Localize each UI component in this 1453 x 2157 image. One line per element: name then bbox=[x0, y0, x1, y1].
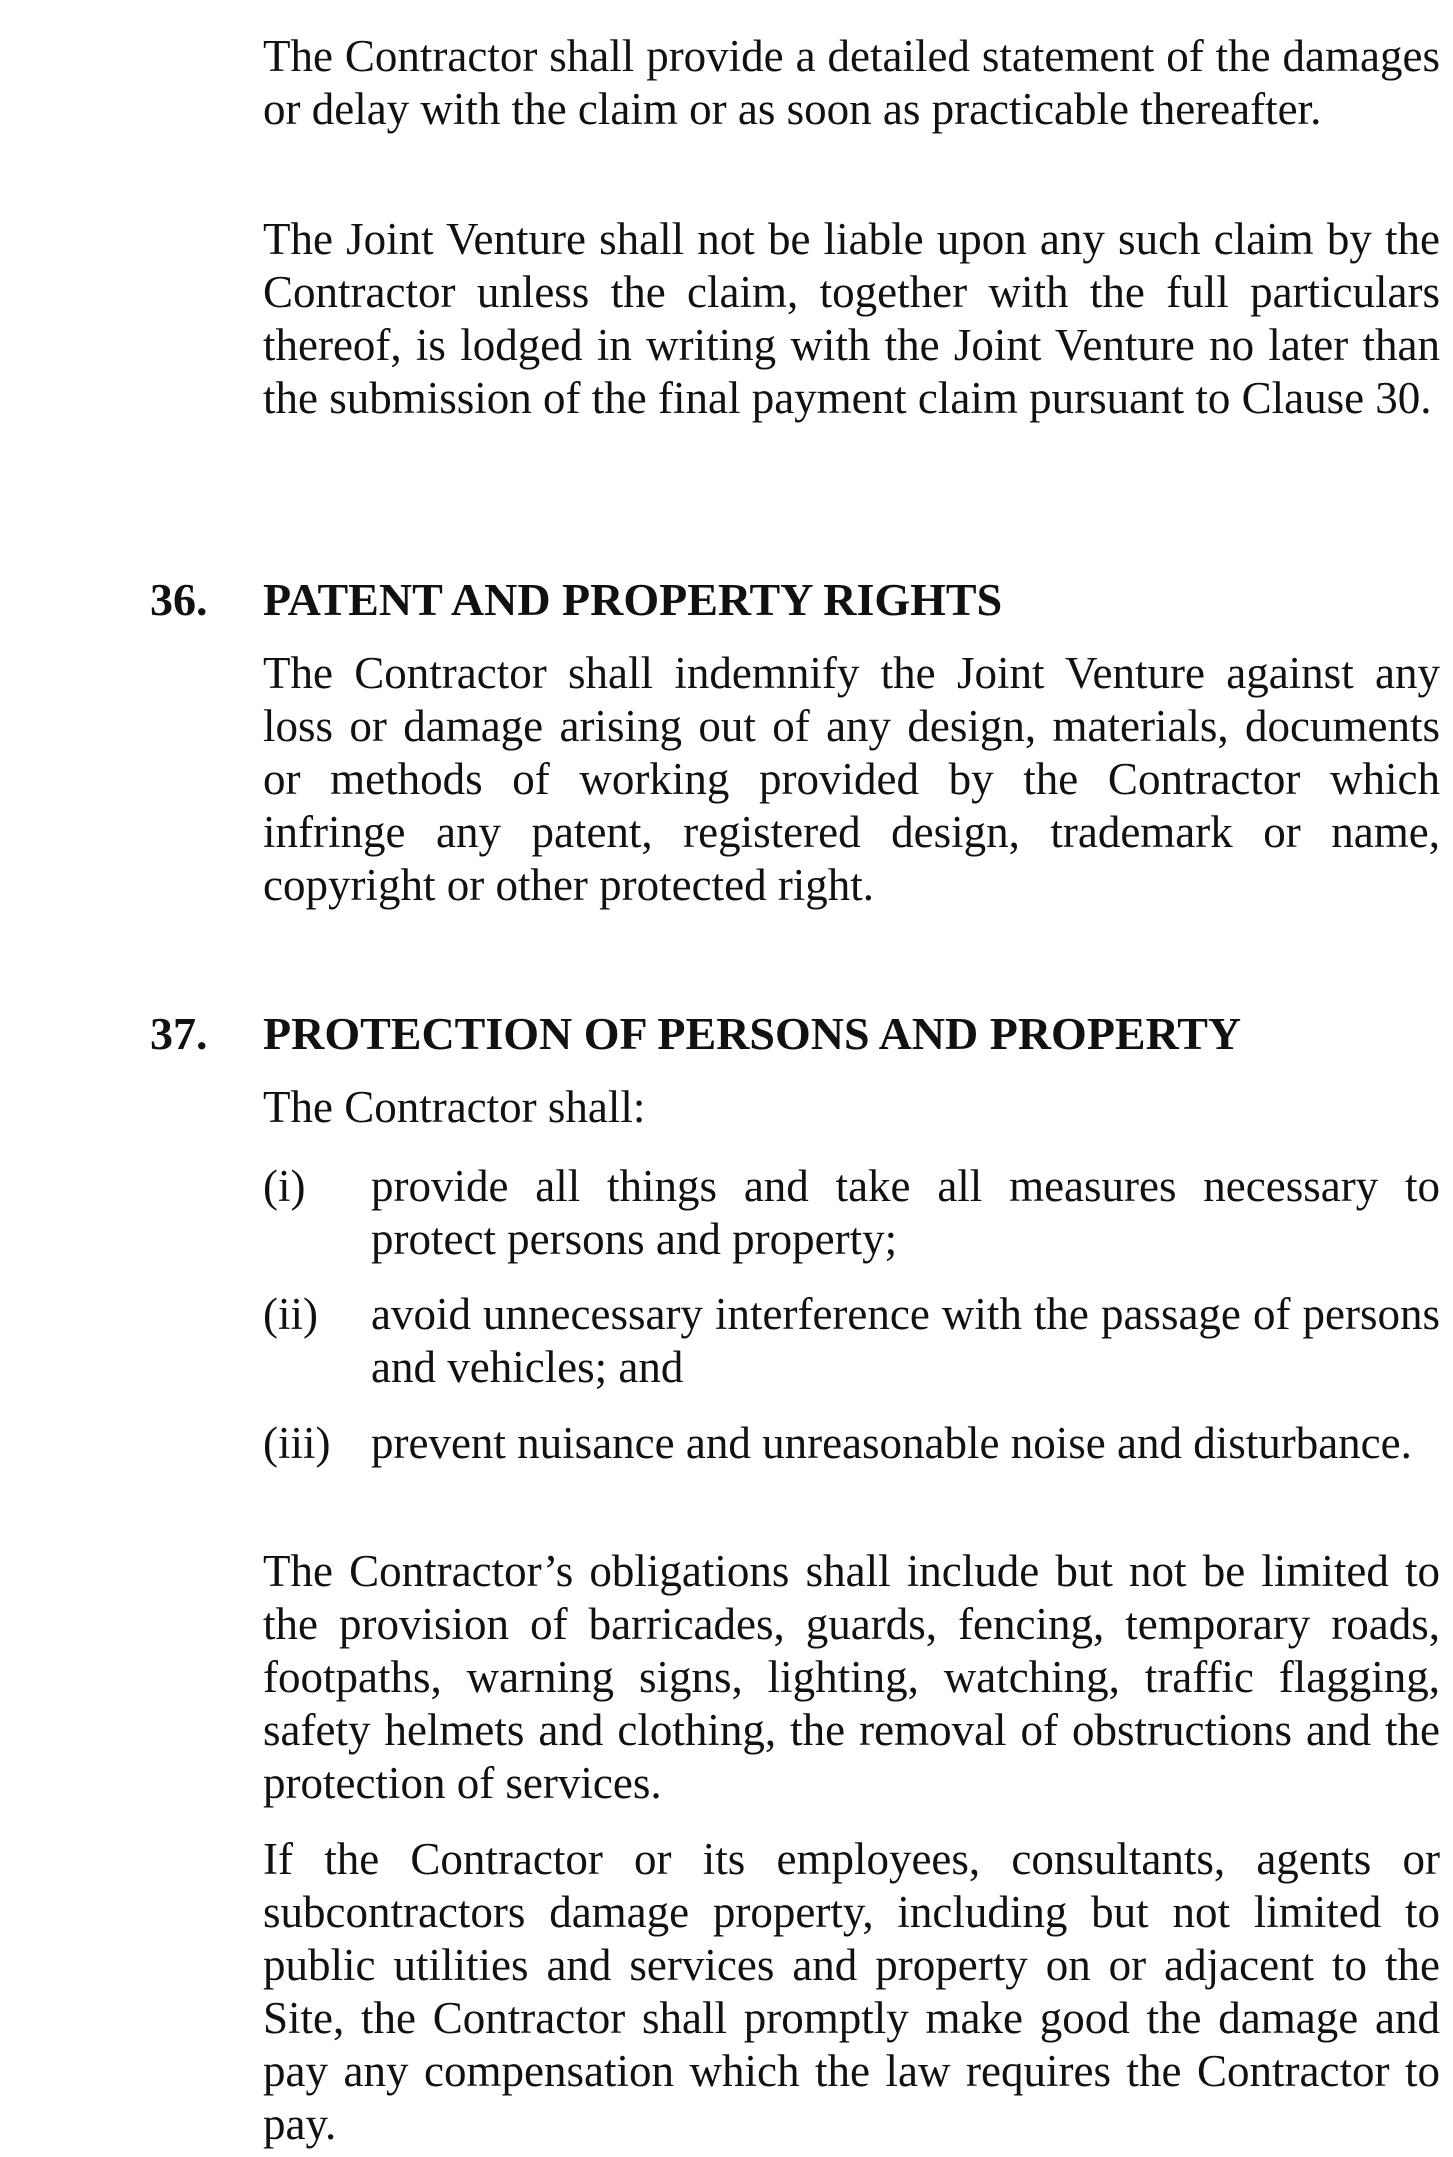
section-37-damage-liability: If the Contractor or its employees, consultants, agents or subcontractors damage property, including but not limited to public utilities and services and property on or adjacent to the Site, the Contractor shall promptly make good the damage and pay any compensation which the law requires the Contractor to pay. bbox=[263, 1834, 1440, 2149]
list-item-marker: (iii) bbox=[263, 1418, 331, 1468]
list-item bbox=[263, 1288, 1440, 1394]
list-item bbox=[263, 1417, 1440, 1470]
list-item-text: provide all things and take all measures necessary to protect persons and property; bbox=[371, 1161, 1440, 1264]
section-37-obligations: The Contractor’s obligations shall include but not be limited to the provision of barricades, guards, fencing, temporary roads, footpaths, warning signs, lighting, watching, traffic flagging, safety helmets and clothing, the removal of obstructions and the protection of services. bbox=[263, 1546, 1440, 1808]
section-36-heading bbox=[150, 573, 1002, 626]
list-item-text: avoid unnecessary interference with the passage of persons and vehicles; and bbox=[371, 1289, 1440, 1392]
section-36-number: 36. bbox=[150, 574, 208, 625]
paragraph-damages-statement: The Contractor shall provide a detailed statement of the damages or delay with the claim or as soon as practicable thereafter. bbox=[263, 31, 1440, 134]
section-36-body: The Contractor shall indemnify the Joint Venture against any loss or damage arising out of any design, materials, documents or methods of working provided by the Contractor which infringe any patent, registered design, trademark or name, copyright or other protected right. bbox=[263, 648, 1440, 910]
section-37-title: PROTECTION OF PERSONS AND PROPERTY bbox=[263, 1008, 1242, 1059]
list-item bbox=[263, 1160, 1440, 1266]
section-37-heading bbox=[150, 1007, 1241, 1060]
section-36-title: PATENT AND PROPERTY RIGHTS bbox=[263, 574, 1003, 625]
section-37-number: 37. bbox=[150, 1008, 208, 1059]
list-item-marker: (ii) bbox=[263, 1289, 318, 1339]
paragraph-claim-liability: The Joint Venture shall not be liable upon any such claim by the Contractor unless the claim, together with the full particulars thereof, is lodged in writing with the Joint Venture no later than the submission of the final payment claim pursuant to Clause 30. bbox=[263, 214, 1440, 423]
list-item-marker: (i) bbox=[263, 1161, 306, 1211]
list-item-text: prevent nuisance and unreasonable noise and disturbance. bbox=[371, 1418, 1412, 1468]
section-37-intro: The Contractor shall: bbox=[263, 1082, 646, 1132]
